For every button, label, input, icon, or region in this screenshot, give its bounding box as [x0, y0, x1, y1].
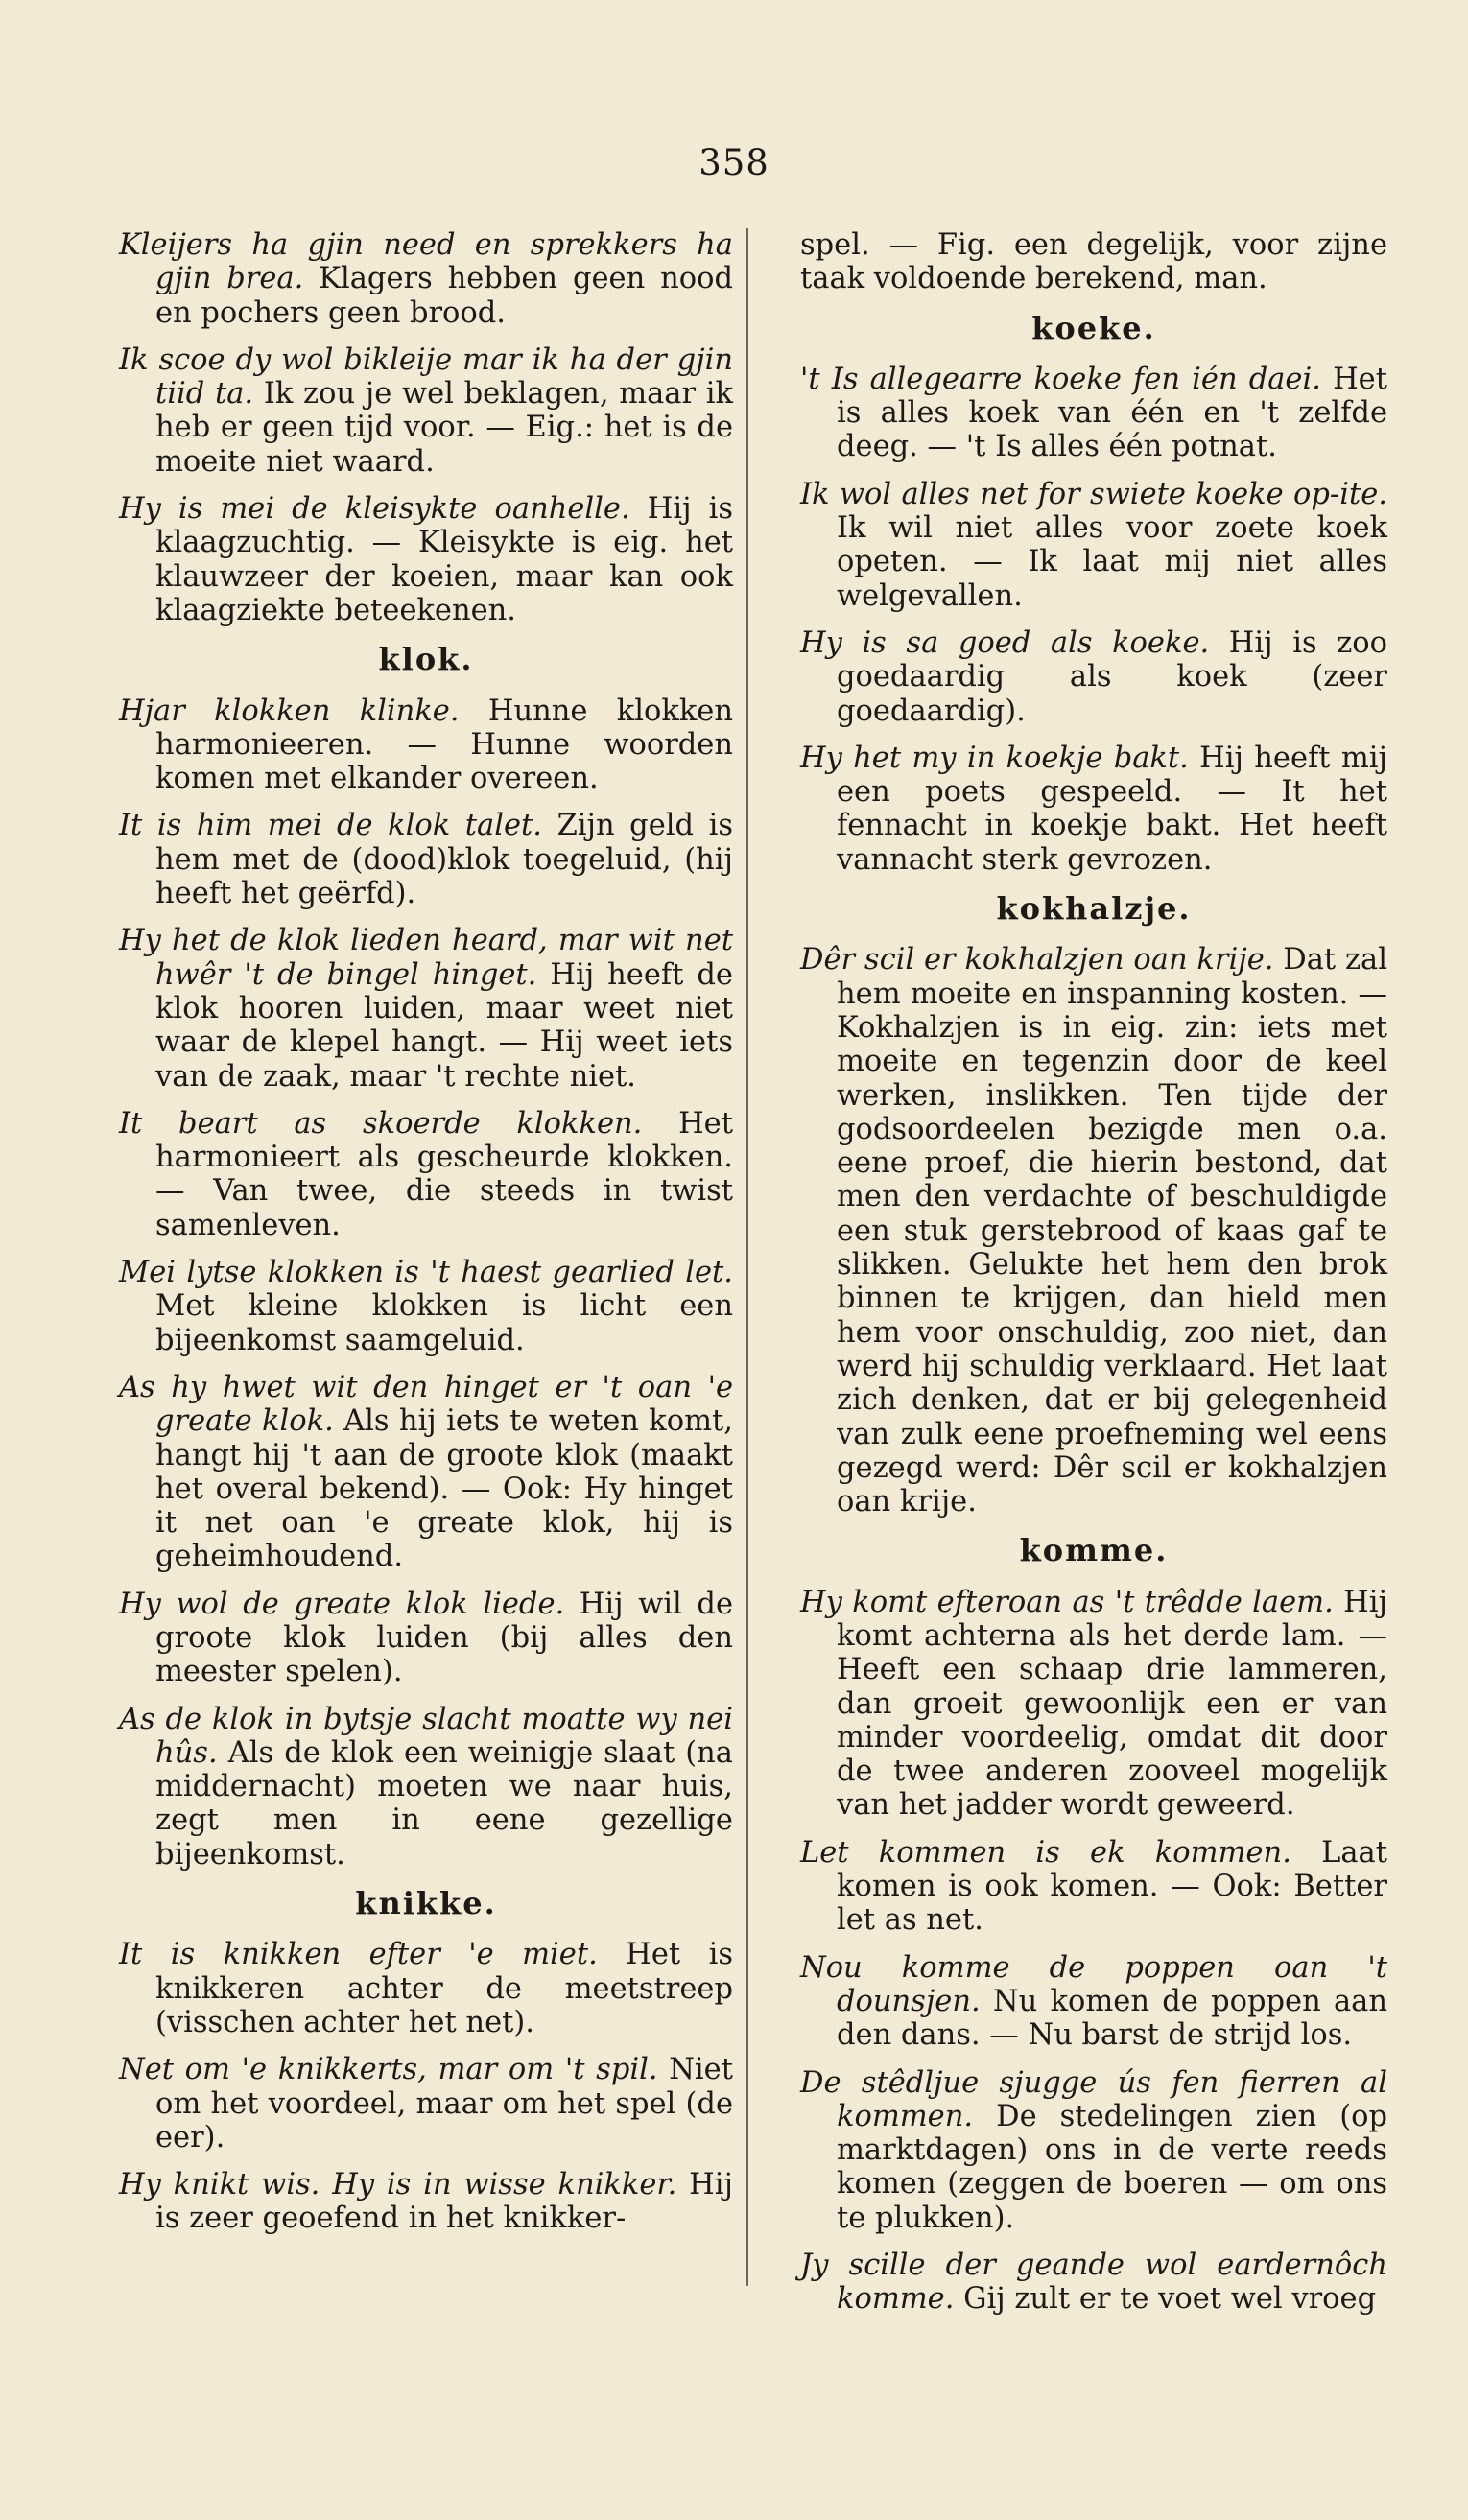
- headword: koeke.: [1031, 309, 1156, 346]
- headword: knikke.: [355, 1885, 497, 1922]
- proverb-entry: [800, 1836, 1387, 1938]
- frisian-phrase: Hy is sa goed als koeke.: [800, 625, 1210, 660]
- proverb-entry: [800, 2066, 1387, 2235]
- frisian-phrase: Nou komme de poppen oan 't dounsjen.: [800, 1950, 1387, 2018]
- frisian-phrase: 't Is allegearre koeke fen ién daei.: [800, 362, 1321, 396]
- proverb-entry: [119, 1256, 733, 1357]
- frisian-phrase: Hy het my in koekje bakt.: [800, 741, 1189, 775]
- proverb-entry: [119, 809, 733, 910]
- headword: komme.: [1019, 1532, 1169, 1569]
- frisian-phrase: Net om 'e knikkerts, mar om 't spil.: [119, 2053, 658, 2087]
- dutch-translation: Hij wil de groote klok luiden (bij alles den meester spelen).: [155, 1587, 733, 1689]
- dutch-translation: Ik zou je wel beklagen, maar ik heb er geen tijd voor. — Eig.: het is de moeite niet waard.: [155, 377, 733, 479]
- frisian-phrase: Hy komt efteroan as 't trêdde laem.: [800, 1585, 1334, 1619]
- proverb-entry: [119, 228, 733, 330]
- dutch-translation: De stedelingen zien (op marktdagen) ons in de verte reeds komen (zeggen de boeren — om ons te plukken).: [837, 2099, 1387, 2235]
- dutch-translation: Hij is zoo goedaardig als koek (zeer goedaardig).: [837, 625, 1387, 728]
- dutch-translation: Klagers hebben geen nood en pochers geen brood.: [155, 262, 734, 330]
- proverb-entry: [800, 742, 1387, 877]
- frisian-phrase: Dêr scil er kokhalzjen oan krije.: [800, 943, 1274, 977]
- frisian-phrase: De stêdljue sjugge ús fen fierren al kommen.: [800, 2065, 1387, 2133]
- proverb-entry: [800, 2249, 1387, 2317]
- proverb-entry: [800, 363, 1387, 464]
- dutch-translation: Hij is klaagzuchtig. — Kleisykte is eig. het klauwzeer der koeien, maar kan ook klaagziekte beteekenen.: [155, 492, 734, 627]
- proverb-entry: [119, 492, 733, 627]
- dutch-translation: Hij heeft de klok hooren luiden, maar weet niet waar de klepel hangt. — Hij weet iets van de zaak, maar 't rechte niet.: [155, 957, 733, 1094]
- column-divider: [746, 228, 748, 2286]
- frisian-phrase: It is knikken efter 'e miet.: [119, 1938, 598, 1972]
- headword: kokhalzje.: [996, 890, 1192, 928]
- frisian-phrase: As hy hwet wit den hinget er 't oan 'e greate klok.: [119, 1370, 733, 1439]
- dutch-translation: Ik wil niet alles voor zoete koek opeten. — Ik laat mij niet alles welgevallen.: [837, 511, 1387, 613]
- proverb-entry: [800, 478, 1387, 613]
- dutch-translation: Nu komen de poppen aan den dans. — Nu barst de strijd los.: [837, 1984, 1387, 2053]
- proverb-entry: [119, 343, 733, 479]
- dutch-translation: Niet om het voordeel, maar om het spel (de eer).: [155, 2053, 733, 2155]
- entry-continuation: spel. — Fig. een degelijk, voor zijne taak voldoende berekend, man.: [800, 228, 1387, 296]
- frisian-phrase: Hy knikt wis. Hy is in wisse knikker.: [119, 2168, 677, 2202]
- frisian-phrase: It beart as skoerde klokken.: [119, 1106, 643, 1141]
- left-column: [119, 228, 733, 2249]
- dutch-translation: Laat komen is ook komen. — Ook: Better let as net.: [837, 1835, 1388, 1938]
- dutch-translation: Als de klok een weinigje slaat (na middernacht) moeten we naar huis, zegt men in eene gezellige bijeenkomst.: [155, 1735, 733, 1872]
- proverb-entry: [800, 1586, 1387, 1823]
- proverb-entry: [800, 1951, 1387, 2053]
- dutch-translation: Dat zal hem moeite en inspanning kosten. — Kokhalzjen is in eig. zin: iets met moeite en tegenzin door de keel werken, inslikken. Ten tijde der godsoordeelen bezigde men o.a. eene proef, die hierin bestond, dat men den verdachte of beschuldigde een stuk gerstebrood of kaas gaf te slikken. Gelukte het hem den brok binnen te krijgen, dan hield men hem voor onschuldig, zoo niet, dan werd hij schuldig verklaard. Het laat zich denken, dat er bij gelegenheid van zulk eene proefneming wel eens gezegd werd: Dêr scil er kokhalzjen oan krije.: [837, 943, 1387, 1519]
- dutch-translation: Als hij iets te weten komt, hangt hij 't aan de groote klok (maakt het overal bekend). — Ook: Hy hinget it net oan 'e greate klok, hij is geheimhoudend.: [155, 1404, 733, 1574]
- dutch-translation: Hij is zeer geoefend in het knikker-: [155, 2168, 733, 2236]
- headword: klok.: [378, 641, 474, 678]
- proverb-entry: [119, 695, 733, 796]
- frisian-phrase: Kleijers ha gjin need en sprekkers ha gjin brea.: [119, 228, 733, 296]
- frisian-phrase: Mei lytse klokken is 't haest gearlied let.: [119, 1256, 733, 1290]
- proverb-entry: [119, 1107, 733, 1242]
- dutch-translation: Het is knikkeren achter de meetstreep (visschen achter het net).: [155, 1938, 734, 2039]
- proverb-entry: [119, 2053, 733, 2155]
- frisian-phrase: Hjar klokken klinke.: [119, 694, 460, 728]
- dutch-translation: Het is alles koek van één en 't zelfde deeg. — 't Is alles één potnat.: [837, 362, 1387, 464]
- proverb-entry: [800, 943, 1387, 1519]
- dutch-translation: Gij zult er te voet wel vroeg: [954, 2282, 1377, 2317]
- frisian-phrase: Let kommen is ek kommen.: [800, 1835, 1291, 1870]
- dutch-translation: Met kleine klokken is licht een bijeenkomst saamgeluid.: [155, 1289, 733, 1357]
- frisian-phrase: Jy scille der geande wol eardernôch komme.: [800, 2249, 1387, 2317]
- dutch-translation: Hunne klokken harmonieeren. — Hunne woorden komen met elkander overeen.: [155, 694, 733, 796]
- proverb-entry: [119, 1588, 733, 1689]
- proverb-entry: [119, 1938, 733, 2039]
- proverb-entry: [119, 2168, 733, 2236]
- dutch-translation: Hij komt achterna als het derde lam. — Heeft een schaap drie lammeren, dan groeit gewoonlijk een er van minder voordeelig, omdat dit door de twee anderen zooveel mogelijk van het jadder wordt geweerd.: [837, 1585, 1387, 1823]
- proverb-entry: [119, 1371, 733, 1574]
- frisian-phrase: Hy het de klok lieden heard, mar wit net hwêr 't de bingel hinget.: [119, 924, 733, 992]
- dutch-translation: Het harmonieert als gescheurde klokken. — Van twee, die steeds in twist samenleven.: [155, 1106, 733, 1242]
- dutch-translation: Hij heeft mij een poets gespeeld. — It het fennacht in koekje bakt. Het heeft vannacht sterk gevrozen.: [837, 741, 1387, 877]
- frisian-phrase: Ik wol alles net for swiete koeke op-ite.: [800, 477, 1387, 511]
- frisian-phrase: It is him mei de klok talet.: [119, 809, 542, 843]
- proverb-entry: [119, 1703, 733, 1872]
- proverb-entry: [800, 626, 1387, 728]
- frisian-phrase: Hy is mei de kleisykte oanhelle.: [119, 492, 630, 527]
- frisian-phrase: As de klok in bytsje slacht moatte wy nei hûs.: [119, 1702, 733, 1770]
- proverb-entry: [119, 924, 733, 1093]
- right-column: [800, 228, 1387, 2330]
- frisian-phrase: Hy wol de greate klok liede.: [119, 1587, 565, 1621]
- frisian-phrase: Ik scoe dy wol bikleije mar ik ha der gjin tiid ta.: [119, 342, 733, 412]
- dutch-translation: Zijn geld is hem met de (dood)klok toegeluid, (hij heeft het geërfd).: [155, 809, 733, 911]
- page-number: 358: [698, 142, 770, 183]
